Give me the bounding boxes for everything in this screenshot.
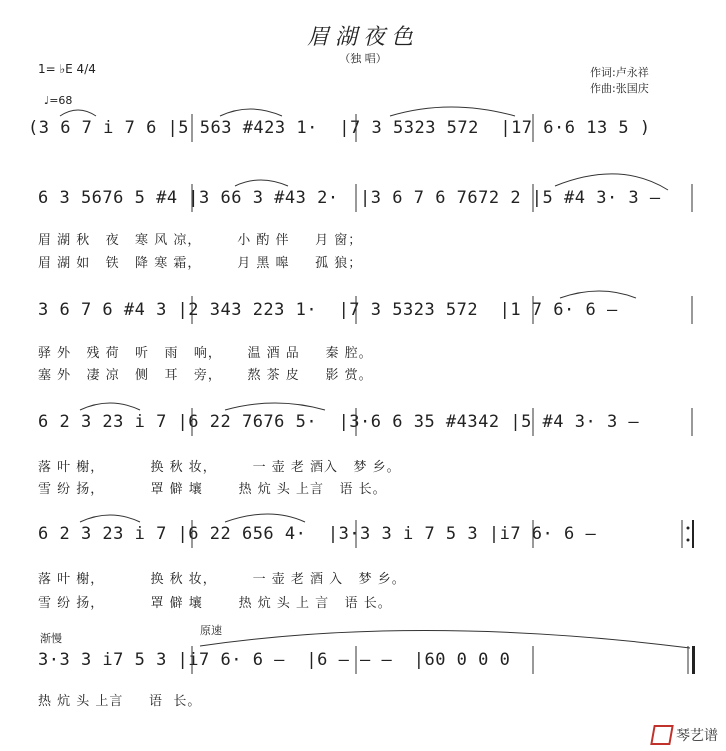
lyric-row-5-verse-2: 雪 纷 扬， 罩 僻 壤 热 炕 头 上 言 语 长。 — [38, 596, 392, 611]
lyric-row-2-verse-2: 眉 湖 如 铁 降 寒 霜， 月 黑 嗥 孤 狼； — [38, 256, 363, 271]
composer-credit: 作曲:张国庆 — [590, 82, 649, 95]
a-tempo-mark: 原速 — [200, 624, 222, 637]
ritardando-mark: 渐慢 — [40, 632, 62, 645]
score-row-3: 3 6 7 6 #4 3 |2 343 223 1· |7 3 5323 572 |1 7 6· 6 – — [38, 300, 618, 320]
lyricist-credit: 作词:卢永祥 — [590, 66, 649, 79]
score-row-4: 6 2 3 23 i 7 |6 22 7676 5· |3·6 6 35 #4342 |5 #4 3· 3 – — [38, 412, 640, 432]
score-row-6: 3·3 3 i7 5 3 |i7 6· 6 – |6 – – – |60 0 0 0 — [38, 650, 511, 670]
lyric-row-4-verse-2: 雪 纷 扬， 罩 僻 壤 热 炕 头 上言 语 长。 — [38, 482, 387, 497]
tempo-marking: ♩=68 — [44, 94, 73, 107]
lyric-row-5-verse-1: 落 叶 榭， 换 秋 妆， 一 壶 老 酒 入 梦 乡。 — [38, 572, 406, 587]
key-signature: 1= ♭E 4/4 — [38, 62, 96, 76]
watermark-text: 琴艺谱 — [676, 728, 718, 744]
page-title: 眉湖夜色 — [306, 25, 419, 50]
lyric-row-3-verse-1: 驿 外 残 荷 听 雨 响， 温 酒 品 秦 腔。 — [38, 346, 373, 361]
score-row-5: 6 2 3 23 i 7 |6 22 656 4· |3·3 3 i 7 5 3 |i7 6· 6 – — [38, 524, 597, 544]
score-row-2: 6 3 5676 5 #4 |3 66 3 #43 2· |3 6 7 6 7672 2 |5 #4 3· 3 – — [38, 188, 661, 208]
subtitle: （独 唱） — [339, 52, 387, 65]
lyric-row-3-verse-2: 塞 外 凄 凉 侧 耳 旁， 熬 茶 皮 影 赏。 — [38, 368, 373, 383]
logo-icon — [650, 725, 674, 745]
score-row-1: (3 6 7 i 7 6 |5 563 #423 1· |7 3 5323 572 |17 6·6 13 5 ) — [28, 118, 651, 138]
lyric-row-2-verse-1: 眉 湖 秋 夜 寒 风 凉， 小 酌 伴 月 窗； — [38, 233, 363, 248]
lyric-row-4-verse-1: 落 叶 榭， 换 秋 妆， 一 壶 老 酒入 梦 乡。 — [38, 460, 401, 475]
lyric-row-6: 热 炕 头 上言 语 长。 — [38, 694, 202, 709]
watermark-logo — [652, 725, 718, 745]
